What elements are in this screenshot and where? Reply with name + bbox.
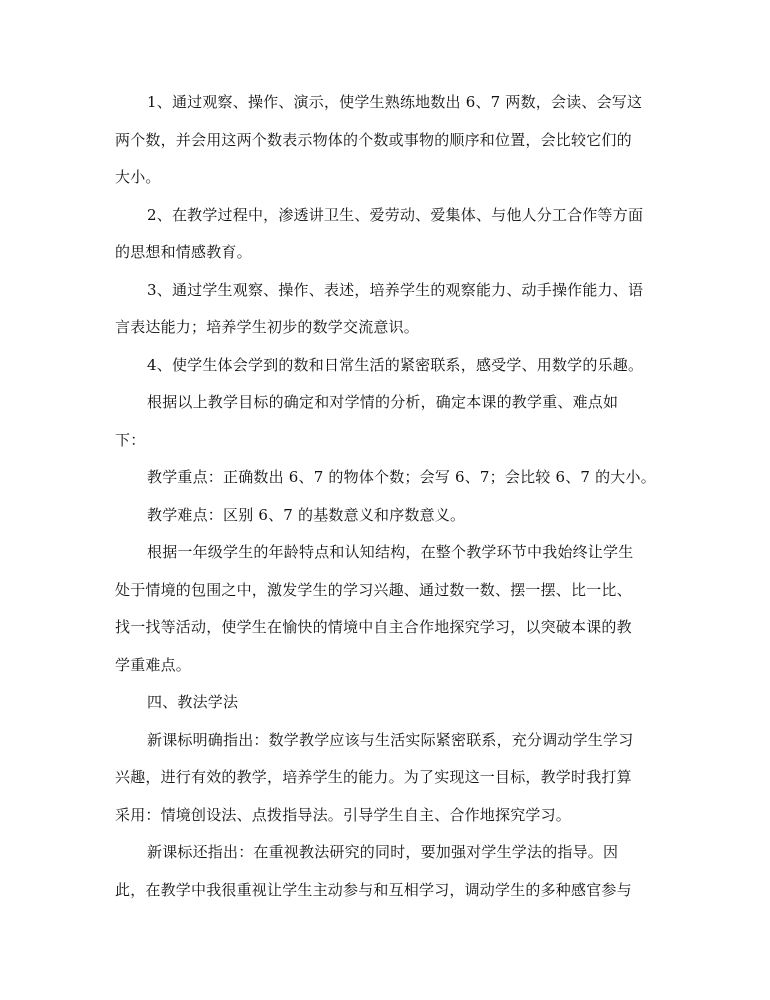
text-line: 教学重点：正确数出 6、7 的物体个数；会写 6、7；会比较 6、7 的大小。 xyxy=(147,468,656,486)
text-line: 根据一年级学生的年龄特点和认知结构，在整个教学环节中我始终让学生 xyxy=(147,543,634,561)
text-line: 下： xyxy=(115,430,146,449)
text-line: 新课标明确指出：数学教学应该与生活实际紧密联系，充分调动学生学习 xyxy=(147,730,634,749)
document-body xyxy=(115,84,655,909)
text-line: 言表达能力；培养学生初步的数学交流意识。 xyxy=(115,318,420,336)
text-line: 4、使学生体会学到的数和日常生活的紧密联系，感受学、用数学的乐趣。 xyxy=(147,355,644,374)
text-line: 处于情境的包围之中，激发学生的学习兴趣、通过数一数、摆一摆、比一比、 xyxy=(115,580,632,599)
text-line: 3、通过学生观察、操作、表述，培养学生的观察能力、动手操作能力、语 xyxy=(147,280,644,299)
text-line: 教学难点：区别 6、7 的基数意义和序数意义。 xyxy=(147,505,466,524)
text-line: 兴趣，进行有效的教学，培养学生的能力。为了实现这一目标，教学时我打算 xyxy=(115,768,632,786)
text-line: 采用：情境创设法、点拨指导法。引导学生自主、合作地探究学习。 xyxy=(115,805,572,824)
text-line: 学重难点。 xyxy=(115,655,192,674)
text-line: 两个数，并会用这两个数表示物体的个数或事物的顺序和位置，会比较它们的 xyxy=(115,130,632,149)
text-line: 找一找等活动，使学生在愉快的情境中自主合作地探究学习，以突破本课的教 xyxy=(115,618,632,636)
text-line: 的思想和情感教育。 xyxy=(115,243,252,261)
text-line: 2、在教学过程中，渗透讲卫生、爱劳动、爱集体、与他人分工合作等方面 xyxy=(147,205,644,224)
text-line: 四、教法学法 xyxy=(147,693,239,711)
text-line: 大小。 xyxy=(115,168,161,186)
text-line: 根据以上教学目标的确定和对学情的分析，确定本课的教学重、难点如 xyxy=(147,393,619,411)
text-line: 此，在教学中我很重视让学生主动参与和互相学习，调动学生的多种感官参与 xyxy=(115,880,632,899)
text-line: 1、通过观察、操作、演示，使学生熟练地数出 6、7 两数，会读、会写这 xyxy=(147,93,643,111)
text-line: 新课标还指出：在重视教法研究的同时，要加强对学生学法的指导。因 xyxy=(147,843,619,861)
